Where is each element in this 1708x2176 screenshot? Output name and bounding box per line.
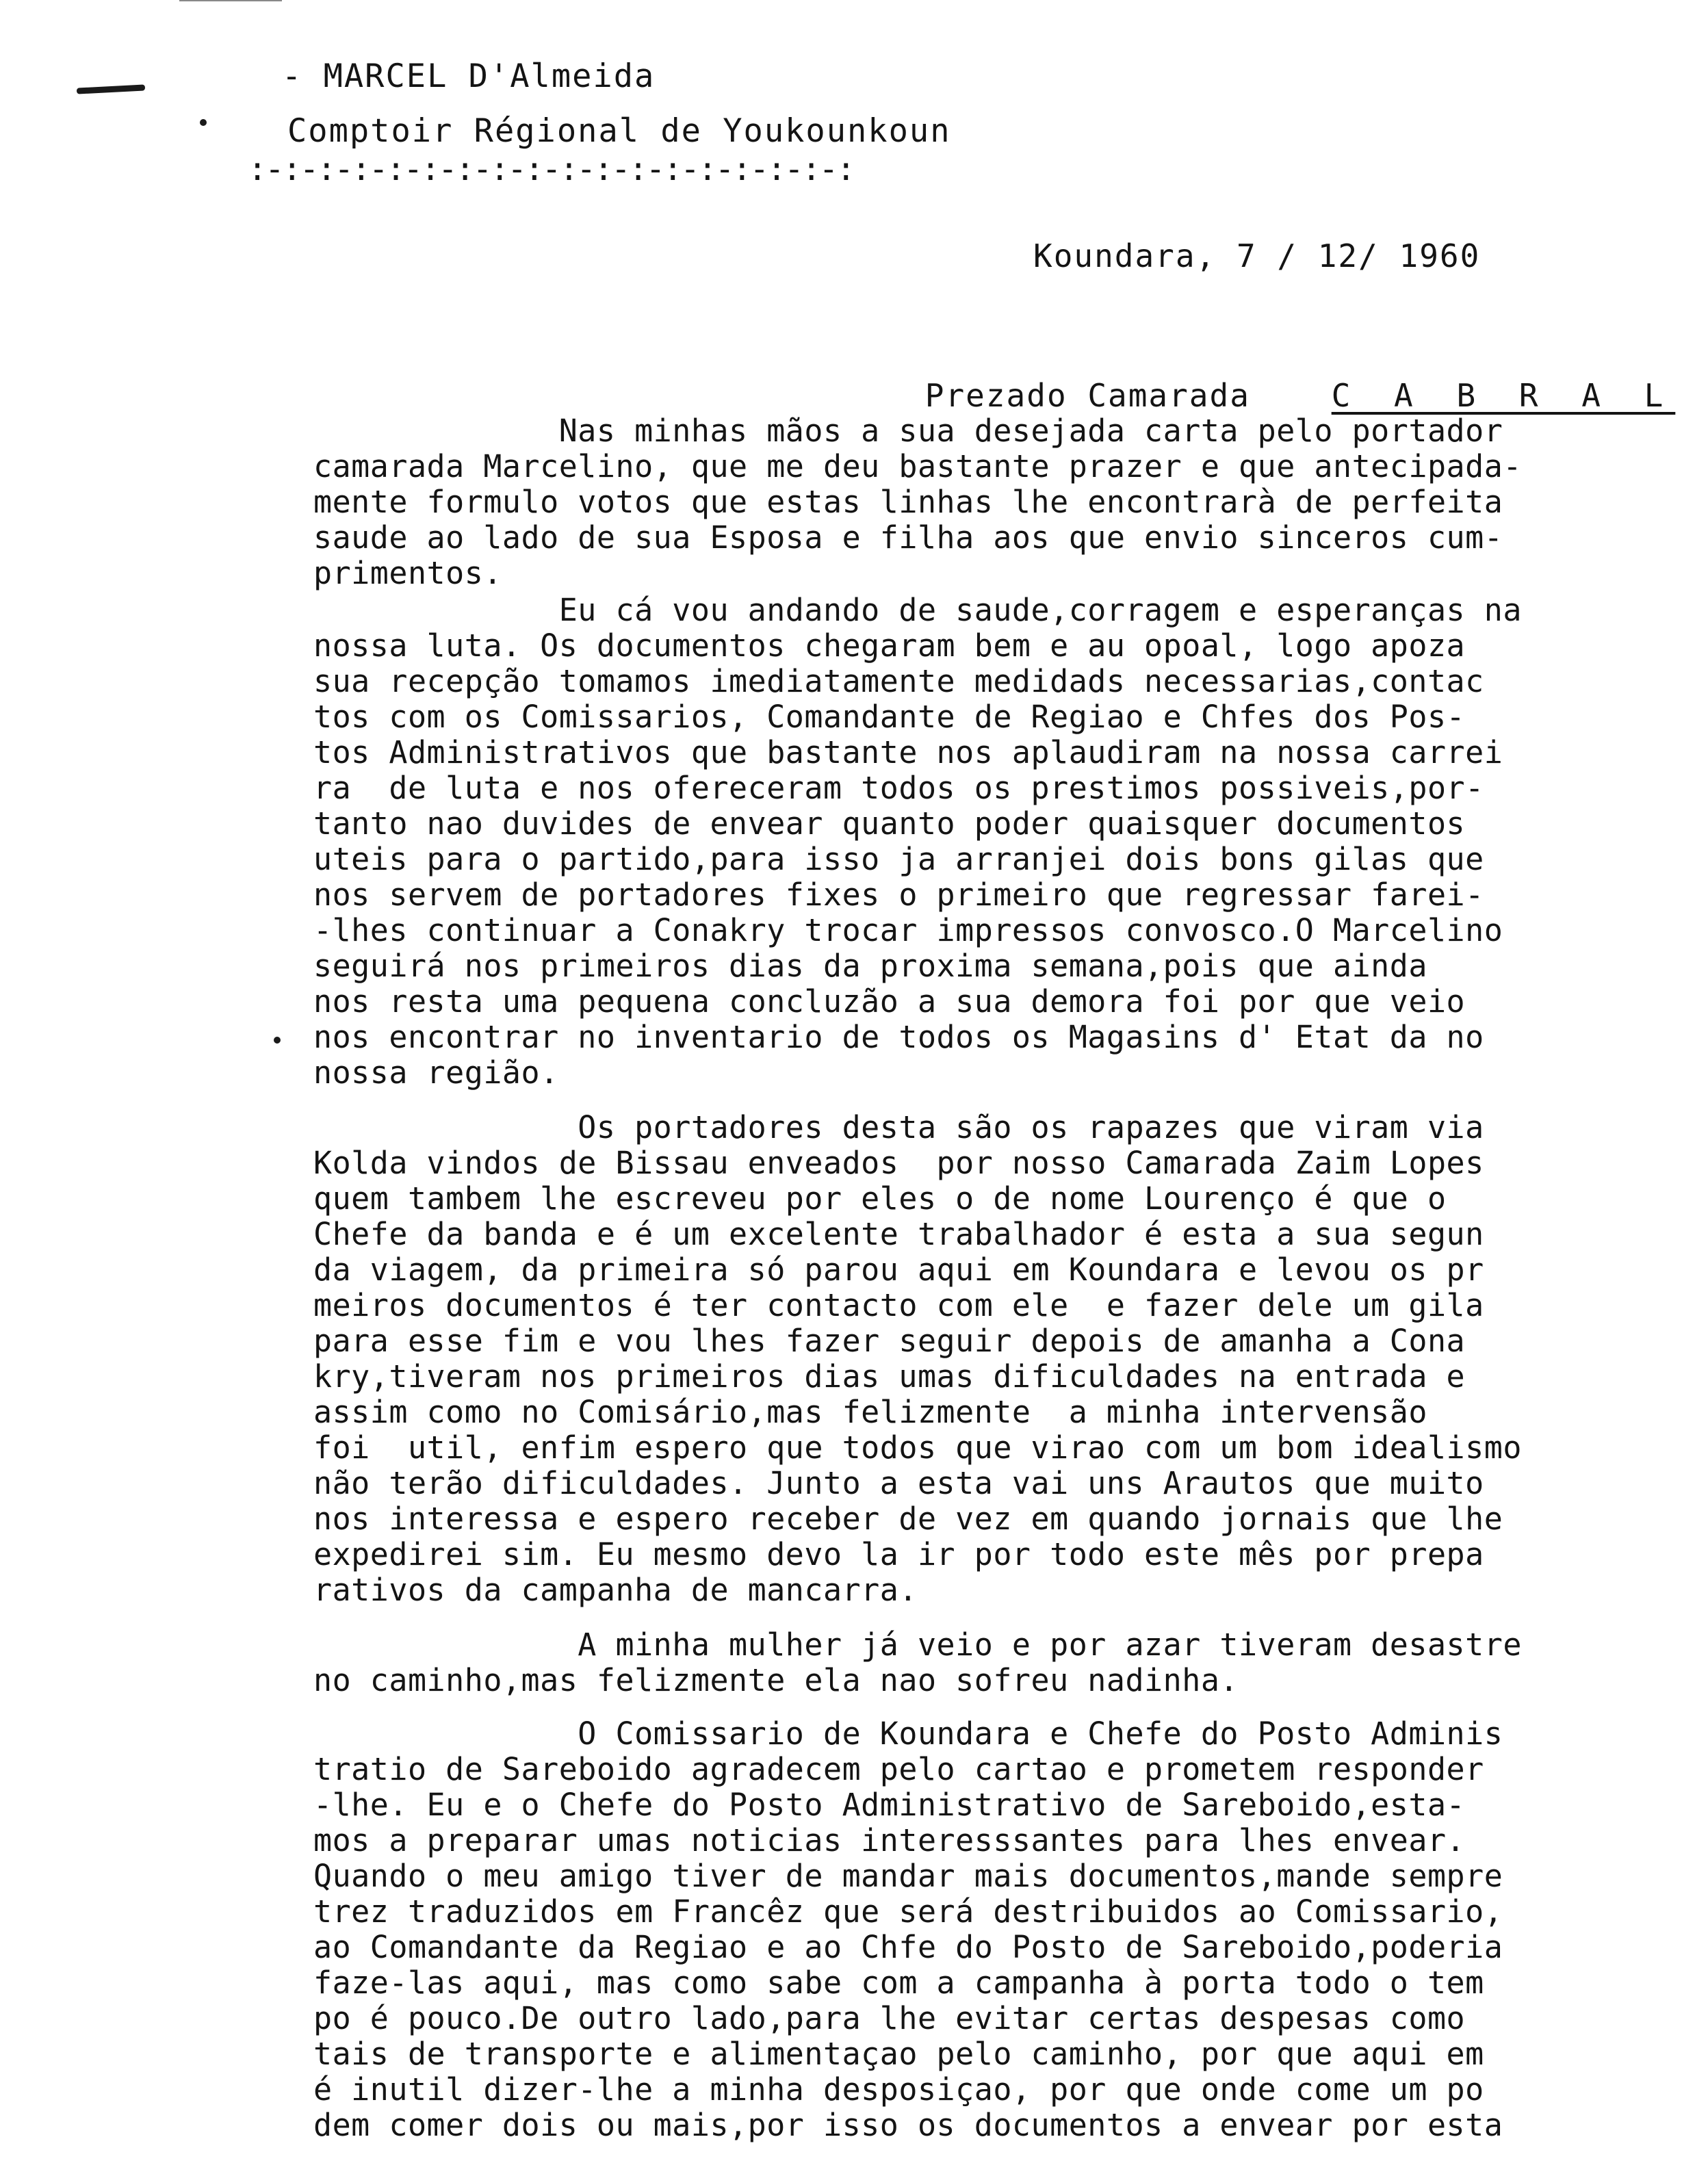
body-line: po é pouco.De outro lado,para lhe evitar certas despesas como xyxy=(313,2000,1466,2036)
body-line: sua recepção tomamos imediatamente medidads necessarias,contac xyxy=(313,663,1484,699)
body-line: foi util, enfim espero que todos que virao com um bom idealismo xyxy=(313,1429,1522,1466)
body-line: dem comer dois ou mais,por isso os documentos a envear por esta xyxy=(313,2107,1503,2143)
body-line: ra de luta e nos ofereceram todos os prestimos possiveis,por- xyxy=(313,770,1484,806)
body-line: nossa região. xyxy=(313,1054,559,1091)
body-line: A minha mulher já veio e por azar tiveram desastre xyxy=(313,1627,1522,1663)
body-line: expedirei sim. Eu mesmo devo la ir por todo este mês por prepa xyxy=(313,1536,1484,1572)
body-line: Os portadores desta são os rapazes que viram via xyxy=(313,1109,1484,1145)
body-line: -lhe. Eu e o Chefe do Posto Administrativo de Sareboido,esta- xyxy=(313,1787,1466,1823)
body-line: seguirá nos primeiros dias da proxima semana,pois que ainda xyxy=(313,948,1427,984)
body-line: nos encontrar no inventario de todos os Magasins d' Etat da no xyxy=(313,1019,1484,1055)
body-line: nos servem de portadores fixes o primeiro que regressar farei- xyxy=(313,877,1484,913)
body-line: tratio de Sareboido agradecem pelo cartao e prometem responder xyxy=(313,1751,1484,1787)
body-line: rativos da campanha de mancarra. xyxy=(313,1572,918,1608)
body-line: quem tambem lhe escreveu por eles o de nome Lourenço é que o xyxy=(313,1180,1447,1217)
body-line: no caminho,mas felizmente ela nao sofreu nadinha. xyxy=(313,1662,1239,1698)
ink-dot xyxy=(274,1037,281,1044)
body-line: para esse fim e vou lhes fazer seguir depois de amanha a Cona xyxy=(313,1323,1466,1359)
letter-date: Koundara, 7 / 12/ 1960 xyxy=(1033,237,1481,274)
body-line: uteis para o partido,para isso ja arranjei dois bons gilas que xyxy=(313,841,1484,877)
body-line: kry,tiveram nos primeiros dias umas dificuldades na entrada e xyxy=(313,1358,1466,1395)
body-line: tos com os Comissarios, Comandante de Regiao e Chfes dos Pos- xyxy=(313,699,1466,735)
body-line: não terão dificuldades. Junto a esta vai uns Arautos que muito xyxy=(313,1465,1484,1501)
body-line: O Comissario de Koundara e Chefe do Posto Adminis xyxy=(313,1715,1503,1752)
body-line: é inutil dizer-lhe a minha desposiçao, por que onde come um po xyxy=(313,2071,1484,2108)
body-line: meiros documentos é ter contacto com ele e fazer dele um gila xyxy=(313,1287,1484,1323)
letterhead-divider: :-:-:-:-:-:-:-:-:-:-:-:-:-:-:-:-:-: xyxy=(248,151,854,188)
body-line: Eu cá vou andando de saude,corragem e esperanças na xyxy=(313,592,1522,628)
letterhead-company: Comptoir Régional de Youkounkoun xyxy=(287,112,951,150)
body-line: nos resta uma pequena concluzão a sua demora foi por que veio xyxy=(313,983,1466,1020)
ink-dot xyxy=(200,119,207,126)
body-line: saude ao lado de sua Esposa e filha aos que envio sinceros cum- xyxy=(313,519,1503,556)
body-line: primentos. xyxy=(313,555,502,591)
body-line: da viagem, da primeira só parou aqui em Koundara e levou os pr xyxy=(313,1252,1484,1288)
body-line: nos interessa e espero receber de vez em quando jornais que lhe xyxy=(313,1501,1503,1537)
body-line: mos a preparar umas noticias interesssantes para lhes envear. xyxy=(313,1822,1466,1858)
body-line: Nas minhas mãos a sua desejada carta pelo portador xyxy=(313,413,1503,449)
body-line: tos Administrativos que bastante nos aplaudiram na nossa carrei xyxy=(313,734,1503,770)
body-line: -lhes continuar a Conakry trocar impressos convosco.O Marcelino xyxy=(313,912,1503,948)
body-line: mente formulo votos que estas linhas lhe encontrarà de perfeita xyxy=(313,484,1503,520)
scan-edge-line xyxy=(179,0,282,1)
body-line: camarada Marcelino, que me deu bastante prazer e que antecipada- xyxy=(313,448,1522,484)
body-line: faze-las aqui, mas como sabe com a campanha à porta todo o tem xyxy=(313,1965,1484,2001)
body-line: assim como no Comisário,mas felizmente a minha intervensão xyxy=(313,1394,1427,1430)
recipient-name: C A B R A L xyxy=(1331,377,1676,414)
greeting-salutation: Prezado Camarada xyxy=(924,377,1250,414)
body-line: trez traduzidos em Francêz que será destribuidos ao Comissario, xyxy=(313,1893,1503,1930)
body-line: ao Comandante da Regiao e ao Chfe do Posto de Sareboido,poderia xyxy=(313,1929,1503,1965)
body-line: tais de transporte e alimentaçao pelo caminho, por que aqui em xyxy=(313,2036,1484,2072)
body-line: Kolda vindos de Bissau enveados por nosso Camarada Zaim Lopes xyxy=(313,1145,1484,1181)
ink-smudge xyxy=(77,84,145,94)
body-line: nossa luta. Os documentos chegaram bem e au opoal, logo apoza xyxy=(313,627,1466,664)
body-line: Quando o meu amigo tiver de mandar mais documentos,mande sempre xyxy=(313,1858,1503,1894)
body-line: Chefe da banda e é um excelente trabalhador é esta a sua segun xyxy=(313,1216,1484,1252)
body-line: tanto nao duvides de envear quanto poder quaisquer documentos xyxy=(313,805,1466,842)
letterhead-sender: - MARCEL D'Almeida xyxy=(282,57,656,95)
